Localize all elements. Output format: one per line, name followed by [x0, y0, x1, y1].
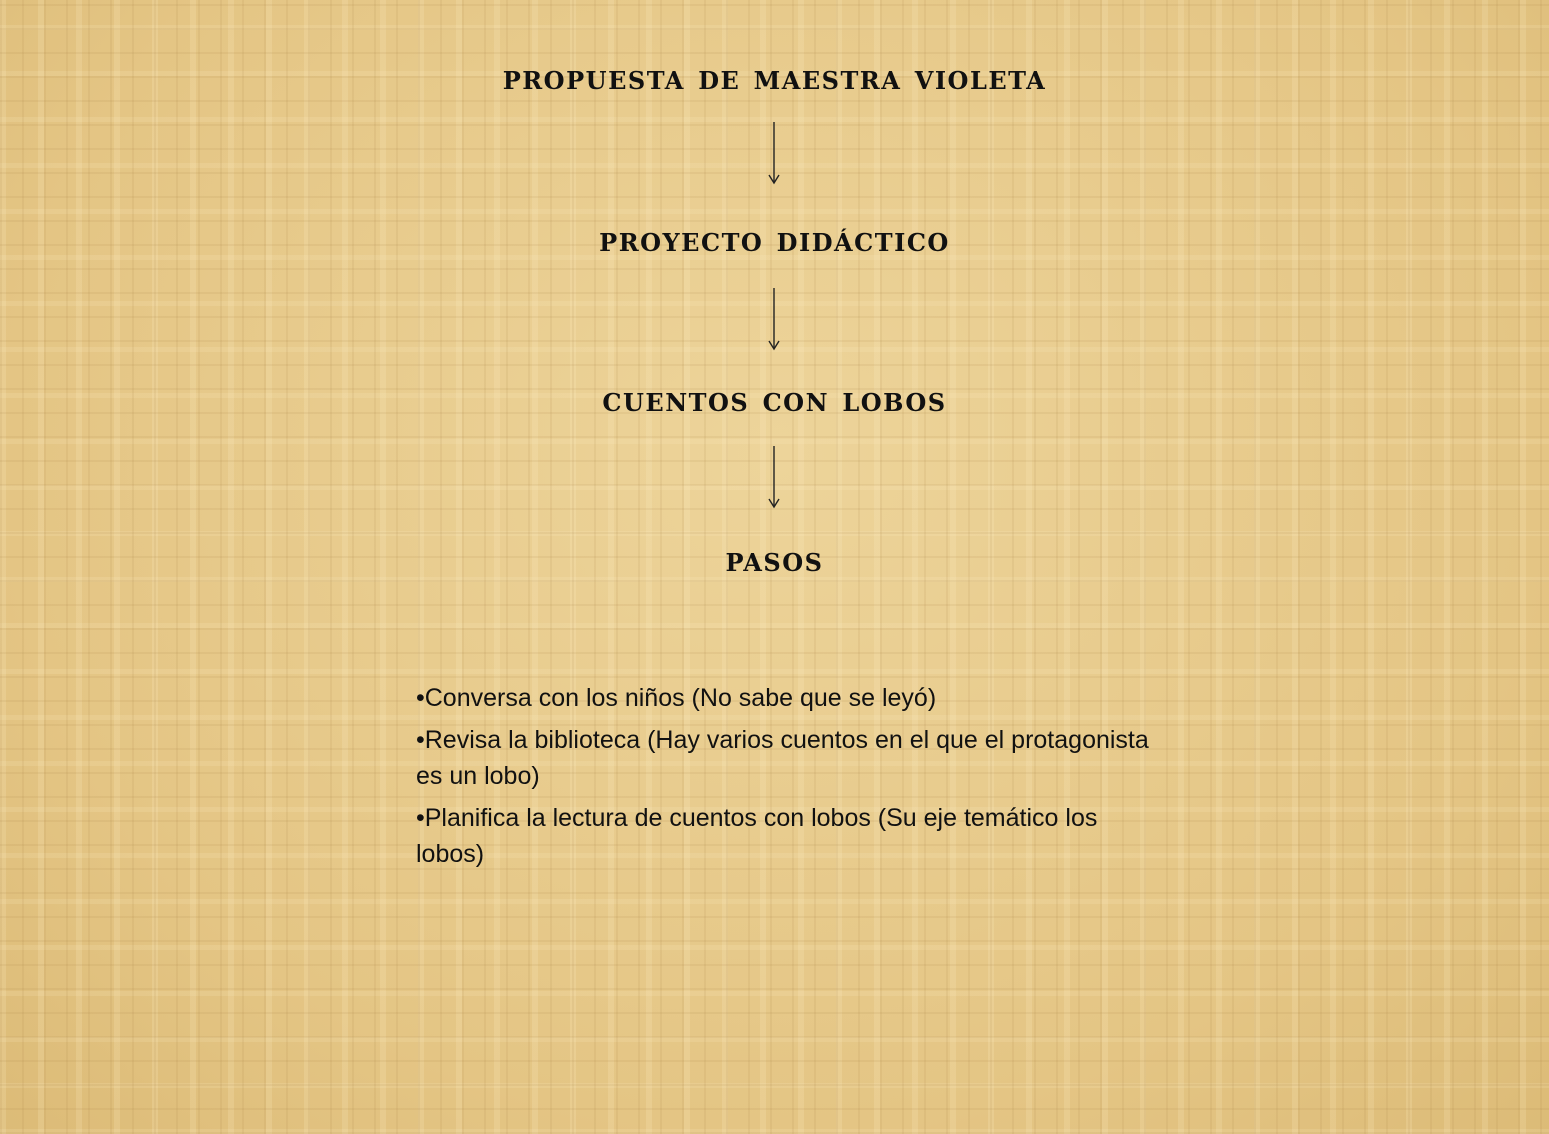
steps-list [416, 680, 1156, 878]
node-pasos: pasos [725, 540, 824, 580]
step-item: •Revisa la biblioteca (Hay varios cuentos en el que el protagonista es un lobo) [416, 726, 1149, 790]
node-proyecto-didactico: proyecto didáctico [599, 220, 950, 260]
node-cuentos-con-lobos: cuentos con lobos [602, 380, 947, 420]
node-propuesta-maestra-violeta: propuesta de maestra violeta [502, 58, 1047, 98]
arrow-down-icon [764, 122, 784, 186]
arrow-down-icon [764, 288, 784, 352]
step-item: •Planifica la lectura de cuentos con lobos (Su eje temático los lobos) [416, 804, 1098, 868]
arrow-down-icon [764, 446, 784, 510]
step-item: •Conversa con los niños (No sabe que se leyó) [416, 684, 937, 712]
